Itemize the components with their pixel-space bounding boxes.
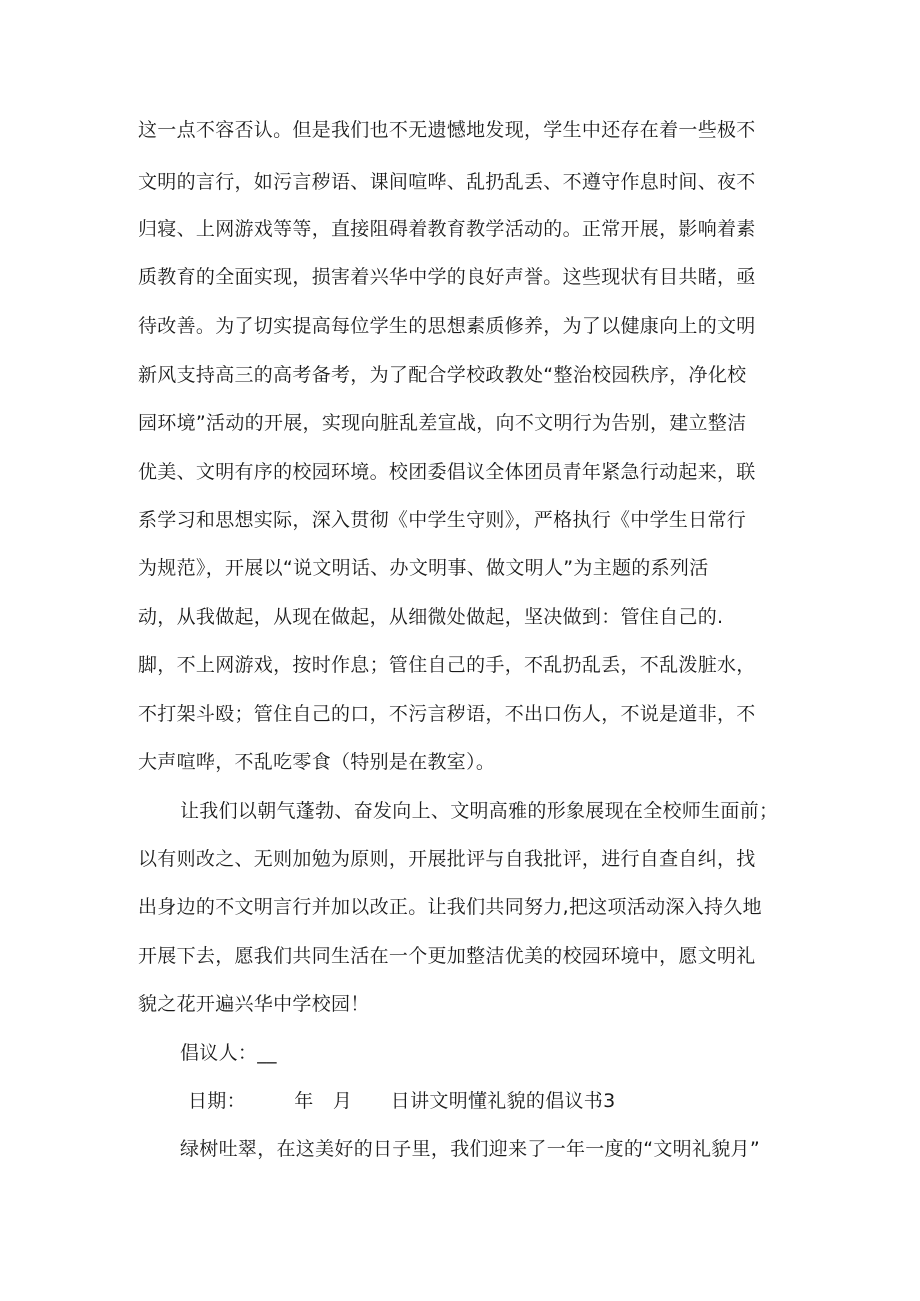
text-line: 待改善。为了切实提高每位学生的思想素质修养，为了以健康向上的文明 — [138, 315, 756, 337]
text-line: 质教育的全面实现，损害着兴华中学的良好声誉。这些现状有目共睹，亟 — [138, 266, 756, 288]
paragraph-first-line: 绿树吐翠，在这美好的日子里，我们迎来了一年一度的“文明礼貌月” — [180, 1138, 760, 1160]
text-line: 不打架斗殴；管住自己的口，不污言秽语，不出口伤人，不说是道非，不 — [138, 703, 756, 725]
text-line: 文明的言行，如污言秽语、课间喧哗、乱扔乱丢、不遵守作息时间、夜不 — [138, 171, 756, 193]
proposer-line: 倡议人：__ — [180, 1042, 277, 1064]
text-line: 新风支持高三的高考备考，为了配合学校政教处“整治校园秩序，净化校 — [138, 364, 747, 386]
text-line: 以有则改之、无则加勉为原则，开展批评与自我批评，进行自查自纠，找 — [138, 848, 756, 870]
text-line: 出身边的不文明言行并加以改正。让我们共同努力,把这项活动深入持久地 — [138, 896, 762, 918]
paragraph-first-line: 让我们以朝气蓬勃、奋发向上、文明高雅的形象展现在全校师生面前； — [180, 800, 779, 822]
text-line: 为规范》，开展以“说文明话、办文明事、做文明人”为主题的系列活 — [138, 557, 709, 579]
text-line: 脚，不上网游戏，按时作息；管住自己的手，不乱扔乱丢，不乱泼脏水， — [138, 654, 756, 676]
date-title-line: 日期： 年 月 日讲文明懂礼貌的倡议书3 — [188, 1090, 616, 1112]
text-line: 园环境”活动的开展，实现向脏乱差宣战，向不文明行为告别，建立整洁 — [138, 412, 747, 434]
text-line: 系学习和思想实际，深入贯彻《中学生守则》，严格执行《中学生日常行 — [138, 509, 747, 531]
text-line: 归寝、上网游戏等等，直接阻碍着教育教学活动的。正常开展，影响着素 — [138, 218, 756, 240]
text-line: 开展下去，愿我们共同生活在一个更加整洁优美的校园环境中，愿文明礼 — [138, 945, 756, 967]
text-line: 优美、文明有序的校园环境。校团委倡议全体团员青年紧急行动起来，联 — [138, 461, 756, 483]
text-line: 这一点不容否认。但是我们也不无遗憾地发现，学生中还存在着一些极不 — [138, 119, 756, 141]
text-line: 貌之花开遍兴华中学校园！ — [138, 993, 370, 1015]
text-line: 动，从我做起，从现在做起，从细微处做起，坚决做到：管住自己的. — [138, 606, 724, 628]
text-line: 大声喧哗，不乱吃零食（特别是在教室）。 — [138, 751, 496, 773]
